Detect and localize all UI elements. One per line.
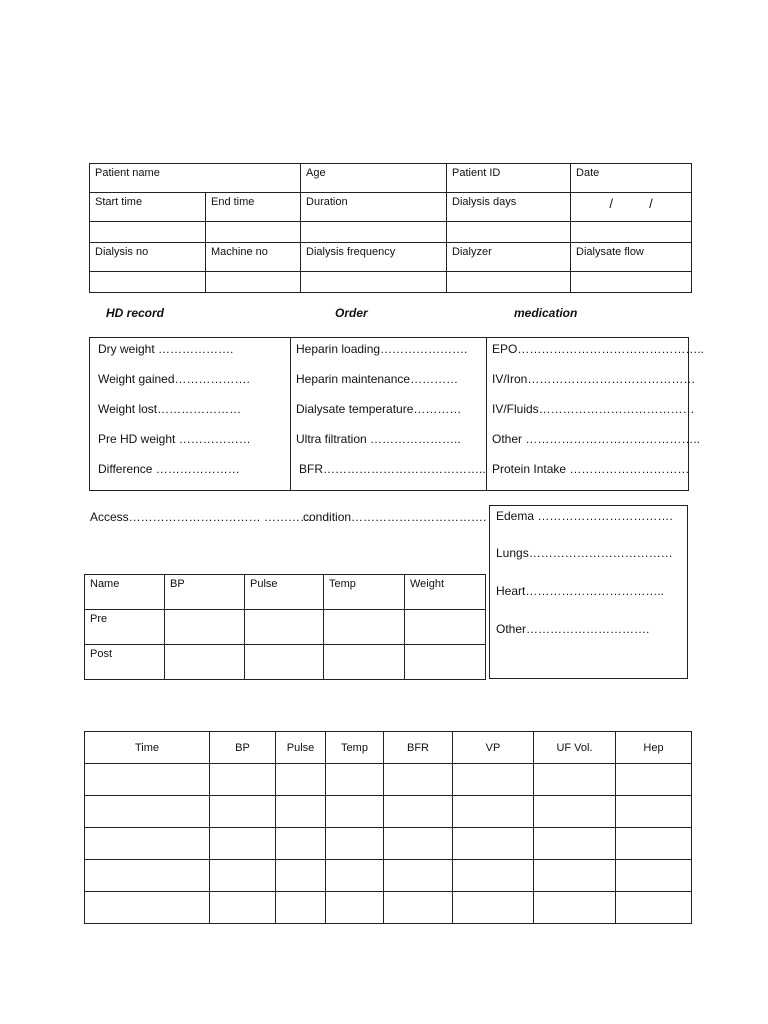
vitals-row-post-label: Post (85, 645, 165, 680)
pre-hd-weight-field[interactable]: Pre HD weight ……………… (98, 432, 251, 446)
table-cell[interactable] (165, 610, 245, 645)
iv-iron-field[interactable]: IV/Iron…………………………………… (492, 372, 696, 386)
table-cell[interactable] (210, 764, 276, 796)
table-cell[interactable] (384, 892, 453, 924)
vitals-table (84, 574, 486, 680)
table-cell[interactable] (324, 610, 405, 645)
table-cell[interactable] (85, 796, 210, 828)
iv-fluids-field[interactable]: IV/Fluids………………………………… (492, 402, 695, 416)
monitoring-header-row (85, 732, 692, 764)
order-column (291, 338, 487, 490)
monitoring-table (84, 731, 692, 924)
table-cell[interactable] (453, 828, 534, 860)
dialysis-days-extra-input[interactable] (571, 222, 692, 243)
table-cell[interactable] (616, 796, 692, 828)
hd-record-heading: HD record (106, 306, 165, 320)
hd-order-medication-box (89, 337, 705, 491)
vitals-header-bp: BP (165, 575, 245, 610)
table-cell[interactable] (276, 860, 326, 892)
monitor-header-bfr: BFR (384, 732, 453, 764)
table-cell[interactable] (324, 645, 405, 680)
table-cell[interactable] (85, 764, 210, 796)
table-cell[interactable] (534, 828, 616, 860)
dialysate-temperature-field[interactable]: Dialysate temperature………… (296, 402, 462, 416)
dialysate-flow-input[interactable] (571, 272, 692, 293)
table-cell[interactable] (384, 796, 453, 828)
table-cell[interactable] (453, 860, 534, 892)
table-cell[interactable] (245, 610, 324, 645)
table-cell[interactable] (210, 892, 276, 924)
table-cell[interactable] (384, 828, 453, 860)
table-cell[interactable] (85, 860, 210, 892)
date-slashes-cell[interactable]: / / (571, 193, 692, 222)
monitor-header-vp: VP (453, 732, 534, 764)
dialyzer-cell: Dialyzer (447, 243, 571, 272)
table-cell[interactable] (276, 796, 326, 828)
duration-cell: Duration (301, 193, 447, 222)
table-row (85, 764, 692, 796)
dialyzer-input[interactable] (447, 272, 571, 293)
end-time-cell: End time (206, 193, 301, 222)
other-medication-field[interactable]: Other …………………………………….. (492, 432, 701, 446)
table-cell[interactable] (384, 860, 453, 892)
patient-info-table (89, 163, 692, 293)
start-time-cell: Start time (90, 193, 206, 222)
table-row (85, 860, 692, 892)
dialysis-days-cell: Dialysis days (447, 193, 571, 222)
table-cell[interactable] (384, 764, 453, 796)
table-cell[interactable] (534, 860, 616, 892)
table-cell[interactable] (165, 645, 245, 680)
start-time-input[interactable] (90, 222, 206, 243)
condition-field[interactable]: condition……………………………. (303, 510, 487, 524)
machine-no-cell: Machine no (206, 243, 301, 272)
dry-weight-field[interactable]: Dry weight ………………. (98, 342, 234, 356)
table-cell[interactable] (326, 764, 384, 796)
monitor-header-hep: Hep (616, 732, 692, 764)
heart-field[interactable]: Heart…………………………….. (496, 584, 665, 598)
vitals-header-pulse: Pulse (245, 575, 324, 610)
medication-column (487, 338, 705, 490)
hd-record-column (90, 338, 291, 490)
table-cell[interactable] (405, 610, 486, 645)
table-cell[interactable] (616, 764, 692, 796)
patient-name-cell[interactable]: Patient name (90, 164, 301, 193)
ultra-filtration-field[interactable]: Ultra filtration ………………….. (296, 432, 461, 446)
heparin-loading-field[interactable]: Heparin loading…………………. (296, 342, 468, 356)
protein-intake-field[interactable]: Protein Intake ………………………… (492, 462, 690, 476)
edema-field[interactable]: Edema ……………………………. (496, 509, 673, 523)
other-exam-field[interactable]: Other…………………………. (496, 622, 650, 636)
table-cell[interactable] (405, 645, 486, 680)
table-cell[interactable] (326, 828, 384, 860)
table-cell[interactable] (276, 892, 326, 924)
monitor-header-temp: Temp (326, 732, 384, 764)
age-cell[interactable]: Age (301, 164, 447, 193)
epo-field[interactable]: EPO……………………………………….. (492, 342, 705, 356)
table-cell[interactable] (534, 892, 616, 924)
table-cell[interactable] (276, 764, 326, 796)
table-cell[interactable] (453, 892, 534, 924)
end-time-input[interactable] (206, 222, 301, 243)
patient-id-cell[interactable]: Patient ID (447, 164, 571, 193)
weight-gained-field[interactable]: Weight gained………………. (98, 372, 250, 386)
access-field[interactable]: Access…………………………… ………… (90, 510, 313, 524)
machine-no-input[interactable] (206, 272, 301, 293)
table-cell[interactable] (616, 860, 692, 892)
table-cell[interactable] (616, 892, 692, 924)
table-cell[interactable] (453, 764, 534, 796)
table-cell[interactable] (453, 796, 534, 828)
medication-heading: medication (514, 306, 578, 320)
table-row (85, 796, 692, 828)
duration-input[interactable] (301, 222, 447, 243)
monitor-header-pulse: Pulse (276, 732, 326, 764)
monitor-header-bp: BP (210, 732, 276, 764)
table-cell[interactable] (210, 796, 276, 828)
table-cell[interactable] (210, 828, 276, 860)
dialysis-no-input[interactable] (90, 272, 206, 293)
order-heading: Order (335, 306, 368, 320)
monitor-header-time: Time (85, 732, 210, 764)
table-row (85, 828, 692, 860)
table-cell[interactable] (210, 860, 276, 892)
table-cell[interactable] (326, 892, 384, 924)
vitals-header-temp: Temp (324, 575, 405, 610)
table-cell[interactable] (326, 796, 384, 828)
vitals-header-name: Name (85, 575, 165, 610)
heparin-maintenance-field[interactable]: Heparin maintenance………… (296, 372, 459, 386)
table-cell[interactable] (534, 764, 616, 796)
table-cell[interactable] (245, 645, 324, 680)
exam-box (489, 505, 688, 679)
date-cell[interactable]: Date (571, 164, 692, 193)
table-cell[interactable] (534, 796, 616, 828)
dialysis-frequency-cell: Dialysis frequency (301, 243, 447, 272)
vitals-row-pre-label: Pre (85, 610, 165, 645)
table-cell[interactable] (85, 892, 210, 924)
table-cell[interactable] (616, 828, 692, 860)
vitals-header-weight: Weight (405, 575, 486, 610)
weight-lost-field[interactable]: Weight lost………………… (98, 402, 242, 416)
lungs-field[interactable]: Lungs……………………………… (496, 546, 673, 560)
dialysate-flow-cell: Dialysate flow (571, 243, 692, 272)
difference-field[interactable]: Difference ………………… (98, 462, 240, 476)
table-cell[interactable] (276, 828, 326, 860)
dialysis-frequency-input[interactable] (301, 272, 447, 293)
dialysis-days-input[interactable] (447, 222, 571, 243)
monitor-header-uf-vol: UF Vol. (534, 732, 616, 764)
table-cell[interactable] (326, 860, 384, 892)
table-cell[interactable] (85, 828, 210, 860)
bfr-field[interactable]: BFR………………………………….. (299, 462, 486, 476)
dialysis-no-cell: Dialysis no (90, 243, 206, 272)
table-row (85, 892, 692, 924)
